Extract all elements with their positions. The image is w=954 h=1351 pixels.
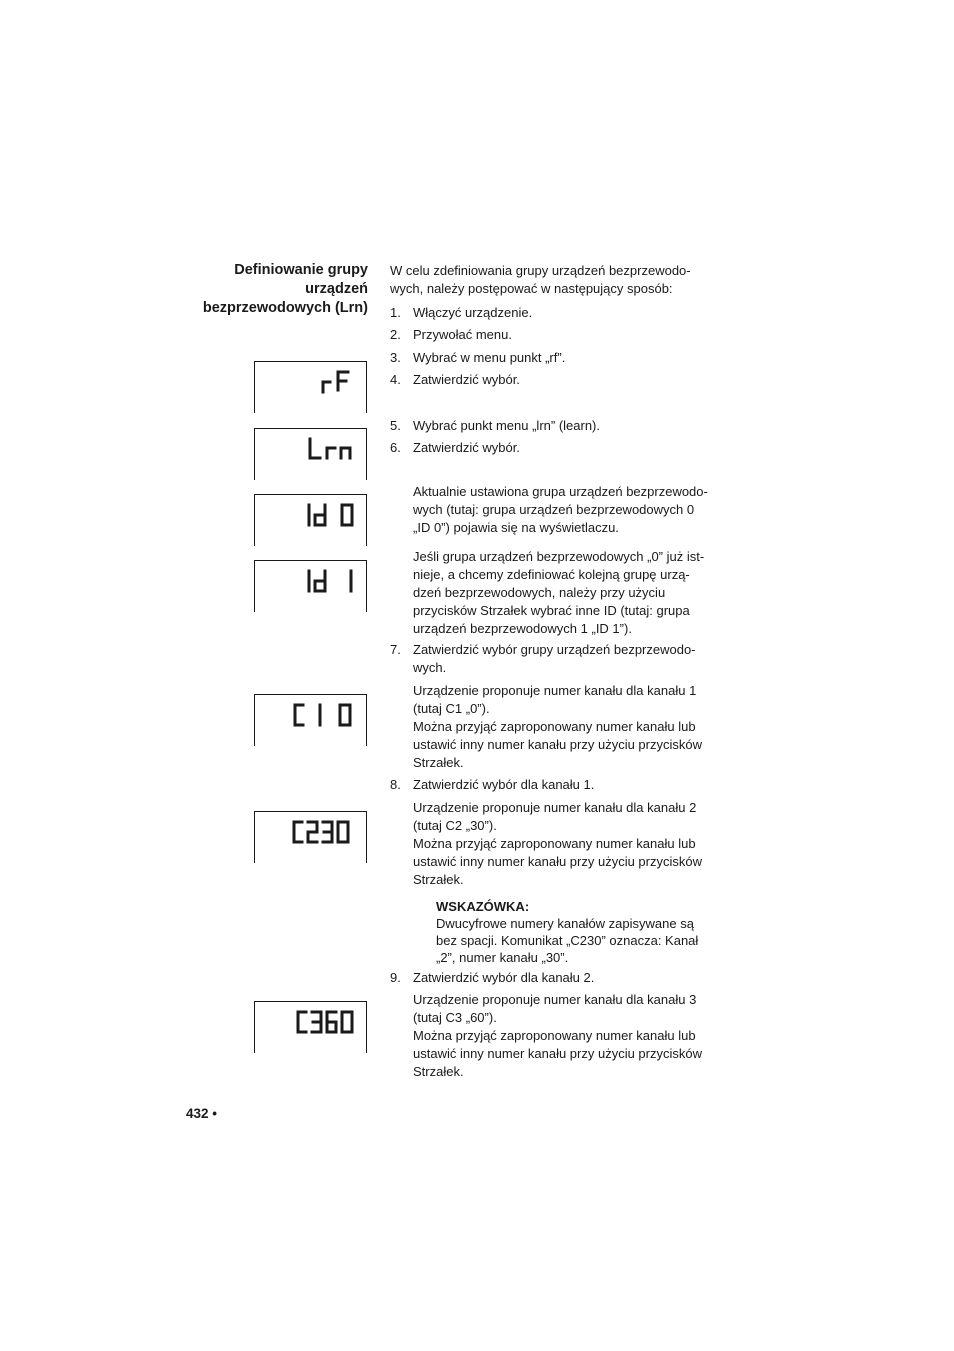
note-line: urządzeń bezprzewodowych 1 „ID 1”). xyxy=(413,621,632,636)
note-other-group xyxy=(413,548,704,638)
lcd-display-c10 xyxy=(254,694,367,746)
note-line: Aktualnie ustawiona grupa urządzeń bezprzewodo- xyxy=(413,484,708,499)
lcd-display-lrn xyxy=(254,428,367,480)
section-heading xyxy=(150,261,368,318)
note-line: Można przyjąć zaproponowany numer kanału lub xyxy=(413,1028,696,1043)
lcd-display-c360 xyxy=(254,1001,367,1053)
hint-line: bez spacji. Komunikat „C230” oznacza: Kanał xyxy=(436,933,699,948)
intro-paragraph xyxy=(390,262,691,298)
lcd-glyphs-c10 xyxy=(254,694,367,746)
note-line: ustawić inny numer kanału przy użyciu przycisków xyxy=(413,1046,702,1061)
note-line: Jeśli grupa urządzeń bezprzewodowych „0” już ist- xyxy=(413,549,705,564)
note-channel-1 xyxy=(413,682,702,772)
lcd-display-rf xyxy=(254,361,367,413)
note-line: Urządzenie proponuje numer kanału dla kanału 3 xyxy=(413,992,697,1007)
step-text xyxy=(413,641,696,677)
heading-line-1: Definiowanie grupy xyxy=(234,262,368,278)
lcd-glyphs-c360 xyxy=(254,1001,367,1053)
step-number: 4. xyxy=(390,372,401,387)
hint-line: „2”, numer kanału „30”. xyxy=(436,950,569,965)
step-text: Zatwierdzić wybór dla kanału 1. xyxy=(413,777,595,792)
note-line: przycisków Strzałek wybrać inne ID (tutaj: grupa xyxy=(413,603,690,618)
step-text: Przywołać menu. xyxy=(413,327,512,342)
note-line: (tutaj C2 „30”). xyxy=(413,818,497,833)
note-line: Strzałek. xyxy=(413,755,464,770)
step-line: Zatwierdzić wybór grupy urządzeń bezprzewodo- xyxy=(413,642,696,657)
hint-box xyxy=(436,898,698,966)
heading-line-2: urządzeń xyxy=(305,281,368,297)
intro-line-1: W celu zdefiniowania grupy urządzeń bezprzewodo- xyxy=(390,263,691,278)
step-number: 3. xyxy=(390,350,401,365)
step-line: wych. xyxy=(413,660,447,675)
step-number: 1. xyxy=(390,305,401,320)
lcd-glyphs-id0 xyxy=(254,494,367,546)
step-text: Włączyć urządzenie. xyxy=(413,305,533,320)
step-number: 2. xyxy=(390,327,401,342)
note-line: Urządzenie proponuje numer kanału dla kanału 2 xyxy=(413,800,697,815)
note-line: dzeń bezprzewodowych, należy przy użyciu xyxy=(413,585,666,600)
step-number: 5. xyxy=(390,418,401,433)
note-line: Strzałek. xyxy=(413,1064,464,1079)
note-line: wych (tutaj: grupa urządzeń bezprzewodowych 0 xyxy=(413,502,695,517)
step-text: Zatwierdzić wybór dla kanału 2. xyxy=(413,970,595,985)
lcd-glyphs-c230 xyxy=(254,811,367,863)
note-line: (tutaj C3 „60”). xyxy=(413,1010,497,1025)
step-text: Zatwierdzić wybór. xyxy=(413,440,520,455)
step-number: 6. xyxy=(390,440,401,455)
note-line: (tutaj C1 „0”). xyxy=(413,701,490,716)
intro-line-2: wych, należy postępować w następujący sposób: xyxy=(390,281,673,296)
step-text: Zatwierdzić wybór. xyxy=(413,372,520,387)
lcd-glyphs-id1 xyxy=(254,560,367,612)
step-text: Wybrać w menu punkt „rf”. xyxy=(413,350,566,365)
hint-line: Dwucyfrowe numery kanałów zapisywane są xyxy=(436,916,694,931)
step-number: 9. xyxy=(390,970,401,985)
lcd-glyphs-lrn xyxy=(254,428,367,480)
step-text: Wybrać punkt menu „lrn” (learn). xyxy=(413,418,600,433)
note-current-group xyxy=(413,483,708,537)
lcd-glyphs-rf xyxy=(254,361,367,413)
step-number: 8. xyxy=(390,777,401,792)
note-line: ustawić inny numer kanału przy użyciu przycisków xyxy=(413,737,702,752)
lcd-display-id1 xyxy=(254,560,367,612)
page-number: 432 • xyxy=(186,1106,218,1121)
lcd-display-id0 xyxy=(254,494,367,546)
note-line: ustawić inny numer kanału przy użyciu przycisków xyxy=(413,854,702,869)
lcd-display-c230 xyxy=(254,811,367,863)
note-channel-2 xyxy=(413,799,702,889)
step-number: 7. xyxy=(390,642,401,657)
note-line: Strzałek. xyxy=(413,872,464,887)
note-line: Można przyjąć zaproponowany numer kanału lub xyxy=(413,719,696,734)
note-channel-3 xyxy=(413,991,702,1081)
heading-line-3: bezprzewodowych (Lrn) xyxy=(202,300,368,316)
hint-title: WSKAZÓWKA: xyxy=(436,899,530,914)
note-line: nieje, a chcemy zdefiniować kolejną grupę urzą- xyxy=(413,567,690,582)
note-line: Można przyjąć zaproponowany numer kanału lub xyxy=(413,836,696,851)
note-line: Urządzenie proponuje numer kanału dla kanału 1 xyxy=(413,683,697,698)
note-line: „ID 0”) pojawia się na wyświetlaczu. xyxy=(413,520,619,535)
